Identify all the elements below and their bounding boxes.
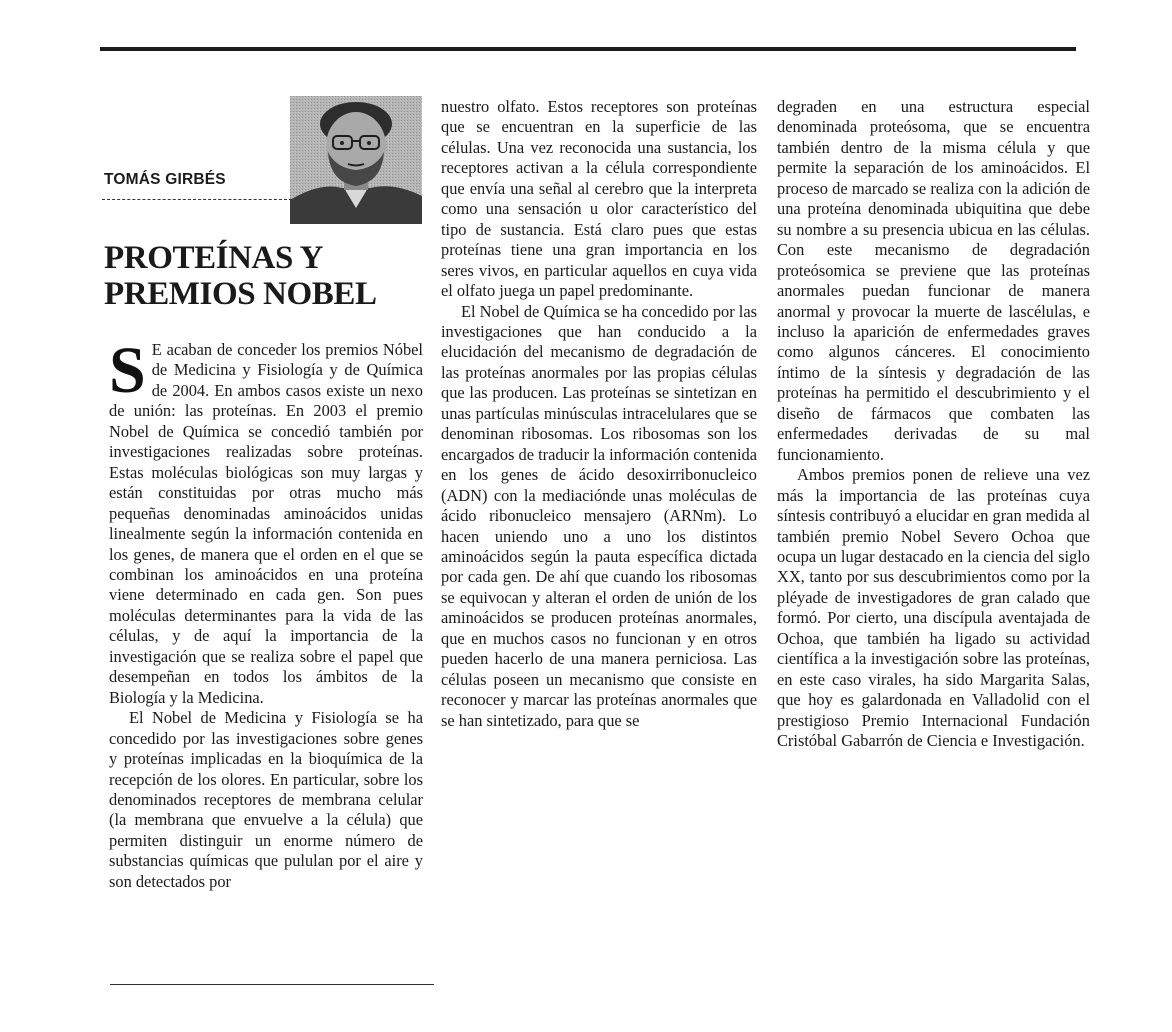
author-byline: TOMÁS GIRBÉS — [104, 171, 226, 188]
bottom-rule — [110, 984, 434, 985]
paragraph-intro — [109, 334, 423, 708]
article-headline — [104, 240, 434, 312]
paragraph-conclusion: Ambos premios ponen de relieve una vez más la importancia de las proteínas cuya síntesis contribuyó a elucidar en gran medida al también premio Nobel Severo Ochoa que ocupa un lugar destacado en la ciencia del siglo XX, tanto por sus descubrimientos como por la pléyade de investigadores de gran calado que formó. Por cierto, una discípula aventajada de Ochoa, que también ha ligado su actividad científica a la investigación sobre las proteínas, en este caso virales, ha sido Margarita Salas, que hoy es galardonada en Valladolid con el prestigioso Premio Internacional Fundación Cristóbal Gabarrón de Ciencia e Investigación. — [777, 465, 1090, 751]
paragraph-medicine: El Nobel de Medicina y Fisiología se ha concedido por las investigaciones sobre genes y proteínas implicadas en la bioquímica de la recepción de los olores. En particular, sobre los denominados receptores de membrana celular (la membrana que envuelve a la célula) que permiten distinguir un enorme número de substancias químicas que pululan por el aire y son detectados por — [109, 708, 423, 891]
headline-line-1: PROTEÍNAS Y — [104, 240, 323, 276]
article-column-1 — [109, 334, 423, 892]
article-column-3 — [777, 97, 1090, 752]
paragraph-degradation: degraden en una estructura especial denominada proteósoma, que se encuentra también dentro de la misma célula y que permite la separación de los aminoácidos. El proceso de marcado se realiza con la adición de una proteína denominada ubiquitina que debe su nombre a su presencia ubicua en las células. Con este mecanismo de degradación proteósomica se previene que las proteínas anormales puedan funcionar de manera anormal y provocar la muerte de lascélulas, e incluso la aparición de enfermedades graves como algunos cánceres. El conocimiento íntimo de la síntesis y degradación de las proteínas ha permitido el descubrimiento y el diseño de fármacos que combaten las enfermedades derivadas de su mal funcionamiento. — [777, 97, 1090, 464]
author-photo — [290, 96, 422, 224]
byline-divider — [102, 199, 292, 200]
drop-cap: S — [109, 334, 146, 407]
article-column-2 — [441, 97, 757, 731]
top-rule — [100, 47, 1076, 51]
paragraph-chemistry: El Nobel de Química se ha concedido por las investigaciones que han conducido a la elucidación del mecanismo de degradación de las proteínas anormales por las propias células que las producen. Las proteínas se sintetizan en unas partículas minúsculas intracelulares que se denominan ribosomas. Los ribosomas son los encargados de traducir la información contenida en los genes de ácido desoxirribonucleico (ADN) con la mediaciónde unas moléculas de ácido ribonucleico mensajero (ARNm). Lo hacen uniendo uno a uno los distintos aminoácidos según la pauta específica dictada por cada gen. De ahí que cuando los ribosomas se equivocan y alteran el orden de unión de los aminoácidos se producen proteínas anormales, que en muchos casos no funcionan y en otros pueden hacerlo de una manera perniciosa. Las células poseen un mecanismo que consiste en reconocer y marcar las proteínas anormales que se han sintetizado, para que se — [441, 301, 757, 730]
paragraph-olfaction: nuestro olfato. Estos receptores son proteínas que se encuentran en la superficie de las células. Una vez reconocida una sustancia, los receptores activan a la célula correspondiente que envía una señal al cerebro que la interpreta como una sensación u olor característico del tipo de sustancia. Está claro pues que estas proteínas tiene una gran importancia en los seres vivos, en particular aquellos en cuya vida el olfato juega un papel predominante. — [441, 97, 757, 301]
paragraph-intro-text: E acaban de conceder los premios Nóbel de Medicina y Fisiología y de Química de 2004. En ambos casos existe un nexo de unión: las proteínas. En 2003 el premio Nobel de Química se concedió también por investigaciones realizadas sobre proteínas. Estas moléculas biológicas son muy largas y están constituidas por otras mucho más pequeñas denominadas aminoácidos unidas linealmente según la información contenida en los genes, de manera que el orden en el que se combinan los aminoácidos en una proteína viene determinado en cada gen. Son pues moléculas determinantes para la vida de las células, y de aquí la importancia de la investigación que se realiza sobre el papel que desempeñan en todos los ámbitos de la Biología y la Medicina. — [109, 340, 423, 707]
headline-line-2: PREMIOS NOBEL — [104, 276, 377, 312]
